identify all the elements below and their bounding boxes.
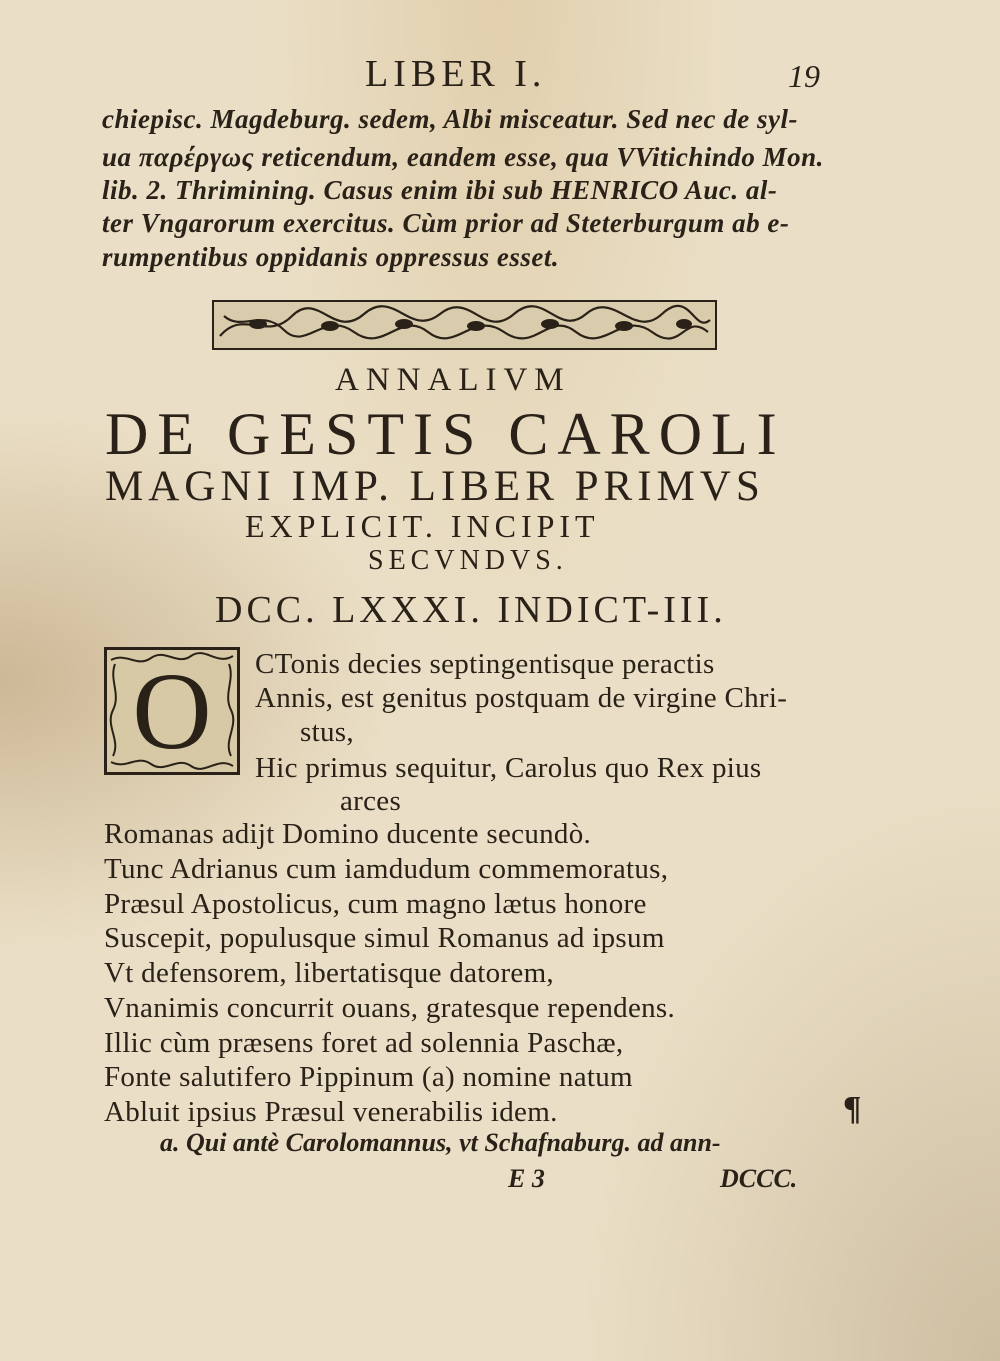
initial-letter: O (132, 650, 212, 772)
title-line-1: ANNALIVM (335, 362, 571, 398)
verse-line: Vnanimis concurrit ouans, gratesque rependens. (104, 992, 676, 1024)
running-head: LIBER I. (365, 53, 547, 95)
verse-line: Romanas adijt Domino ducente secundò. (104, 818, 592, 850)
note-line: ter Vngarorum exercitus. Cùm prior ad Steterburgum ab e- (102, 208, 790, 238)
verse-line: Suscepit, populusque simul Romanus ad ipsum (104, 922, 665, 954)
verse-line: arces (340, 785, 402, 817)
paragraph-mark: ¶ (843, 1090, 862, 1127)
verse-line: Annis, est genitus postquam de virgine Chri- (255, 682, 788, 714)
footnote: a. Qui antè Carolomannus, vt Schafnaburg. ad ann- (160, 1128, 721, 1157)
verse-line: Fonte salutifero Pippinum (a) nomine natum (104, 1061, 633, 1093)
foliage-ornament-icon (212, 300, 717, 350)
year-heading: DCC. LXXXI. INDICT-III. (215, 589, 727, 631)
verse-line: Illic cùm præsens foret ad solennia Paschæ, (104, 1027, 624, 1059)
verse-line: Vt defensorem, libertatisque datorem, (104, 957, 554, 989)
verse-line: Tunc Adrianus cum iamdudum commemoratus, (104, 853, 669, 885)
note-line: rumpentibus oppidanis oppressus esset. (102, 242, 560, 272)
page-number: 19 (788, 58, 820, 94)
note-line: ua παρέργως reticendum, eandem esse, qua VVitichindo Mon. (102, 142, 824, 172)
note-line: chiepisc. Magdeburg. sedem, Albi misceatur. Sed nec de syl- (102, 104, 798, 134)
verse-line: CTonis decies septingentisque peractis (255, 648, 715, 680)
title-line-2: DE GESTIS CAROLI (105, 401, 786, 467)
title-line-3: MAGNI IMP. LIBER PRIMVS (105, 463, 765, 510)
catchword: DCCC. (720, 1164, 798, 1193)
title-line-5: SECVNDVS. (368, 545, 568, 576)
verse-line: Præsul Apostolicus, cum magno lætus honore (104, 888, 647, 920)
ornate-initial-o-icon (104, 647, 240, 775)
verse-line: Hic primus sequitur, Carolus quo Rex pius (255, 752, 762, 784)
verse-line: stus, (300, 716, 354, 748)
note-line: lib. 2. Thrimining. Casus enim ibi sub HENRICO Auc. al- (102, 175, 778, 205)
verse-line: Abluit ipsius Præsul venerabilis idem. (104, 1096, 558, 1128)
title-line-4: EXPLICIT. INCIPIT (245, 508, 600, 544)
signature-mark: E 3 (508, 1164, 545, 1193)
